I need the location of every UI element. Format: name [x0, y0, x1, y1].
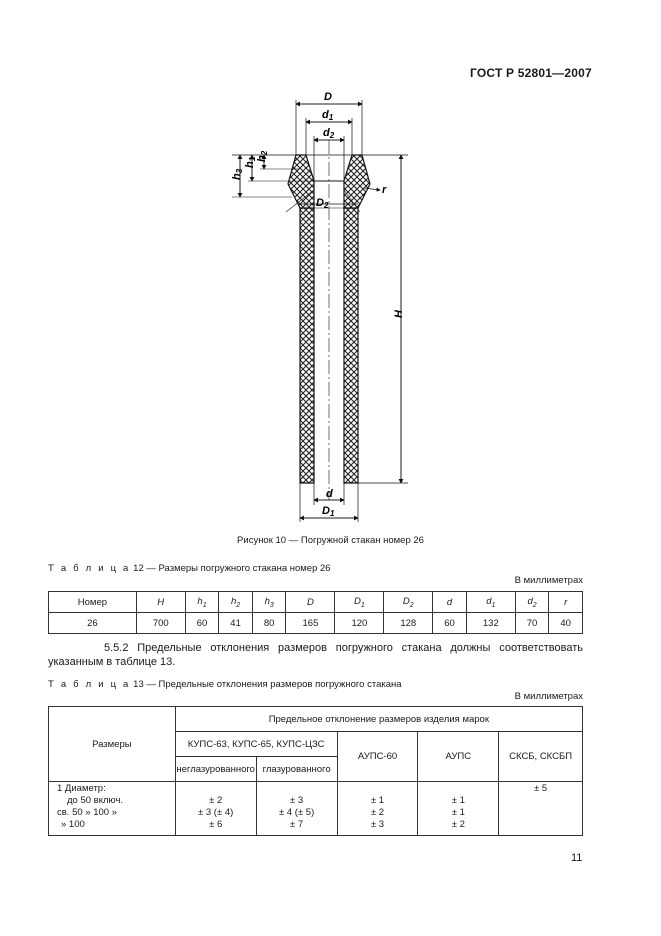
table-cell: 700: [136, 613, 185, 634]
left-wall: [300, 208, 314, 483]
table12: [48, 591, 583, 634]
table-cell: 60: [433, 613, 467, 634]
label-h3: h3: [231, 168, 244, 180]
group-header: Предельное отклонение размеров изделия марок: [175, 707, 582, 732]
table-cell: 132: [466, 613, 515, 634]
header-cell: H: [136, 592, 185, 613]
table-cell: 60: [185, 613, 219, 634]
table12-units: В миллиметрах: [514, 575, 583, 586]
header-cell: $h_1$: [185, 592, 219, 613]
col-unglazed: неглазурованного: [175, 757, 256, 782]
table13-row-diameter: [49, 782, 583, 836]
col-glazed: глазурованного: [256, 757, 337, 782]
label-d2: d2: [323, 127, 335, 140]
table-cell: 120: [335, 613, 384, 634]
aups-values: ± 1 ± 1 ± 2: [418, 782, 499, 836]
label-r: r: [382, 184, 387, 196]
header-cell: $D_2$: [384, 592, 433, 613]
col-sksb: СКСБ, СКСБП: [499, 732, 583, 782]
header-cell: $d_1$: [466, 592, 515, 613]
label-D1: D1: [322, 505, 335, 518]
paragraph-5-5-2: 5.5.2 Предельные отклонения размеров погружного стакана должны соответствовать указанным в таблице 13.: [48, 642, 583, 668]
label-h1: h1: [244, 156, 257, 168]
header-cell: D: [286, 592, 335, 613]
label-d: d: [326, 488, 333, 500]
label-h2: h2: [256, 150, 269, 162]
header-cell: $D_1$: [335, 592, 384, 613]
page-number: 11: [571, 852, 583, 864]
table13-caption: Т а б л и ц а 13 — Предельные отклонения размеров погружного стакана: [48, 679, 402, 690]
col-aups60: АУПС-60: [337, 732, 418, 782]
right-funnel: [344, 155, 370, 208]
technical-drawing: [200, 85, 430, 530]
table-cell: 40: [549, 613, 583, 634]
table-cell: 26: [49, 613, 137, 634]
header-cell: $h_3$: [252, 592, 286, 613]
header-cell: $h_2$: [219, 592, 253, 613]
header-cell: Номер: [49, 592, 137, 613]
header-cell: r: [549, 592, 583, 613]
row-labels: 1 Диаметр: до 50 включ. св. 50 » 100 » » 100: [49, 782, 176, 836]
glazed-values: ± 3 ± 4 (± 5) ± 7: [256, 782, 337, 836]
label-d1: d1: [322, 109, 334, 122]
sksb-values: ± 5: [499, 782, 583, 836]
subgroup-header: КУПС-63, КУПС-65, КУПС-ЦЗС: [175, 732, 337, 757]
table12-row: [49, 613, 583, 634]
figure-caption: Рисунок 10 — Погружной стакан номер 26: [237, 535, 424, 546]
table-cell: 41: [219, 613, 253, 634]
table-cell: 165: [286, 613, 335, 634]
table-cell: 128: [384, 613, 433, 634]
table12-caption: Т а б л и ц а 12 — Размеры погружного стакана номер 26: [48, 563, 331, 574]
right-wall: [344, 208, 358, 483]
col-aups: АУПС: [418, 732, 499, 782]
standard-number: ГОСТ Р 52801—2007: [470, 66, 592, 80]
col-sizes-header: Размеры: [49, 707, 176, 782]
aups60-values: ± 1 ± 2 ± 3: [337, 782, 418, 836]
header-cell: d: [433, 592, 467, 613]
table-cell: 80: [252, 613, 286, 634]
table12-header-row: [49, 592, 583, 613]
label-H: H: [393, 310, 405, 318]
label-D: D: [324, 91, 332, 103]
table13: [48, 706, 583, 836]
header-cell: $d_2$: [515, 592, 549, 613]
unglazed-values: ± 2 ± 3 (± 4) ± 6: [175, 782, 256, 836]
table13-units: В миллиметрах: [514, 691, 583, 702]
label-D2: D2: [316, 197, 329, 210]
table-cell: 70: [515, 613, 549, 634]
